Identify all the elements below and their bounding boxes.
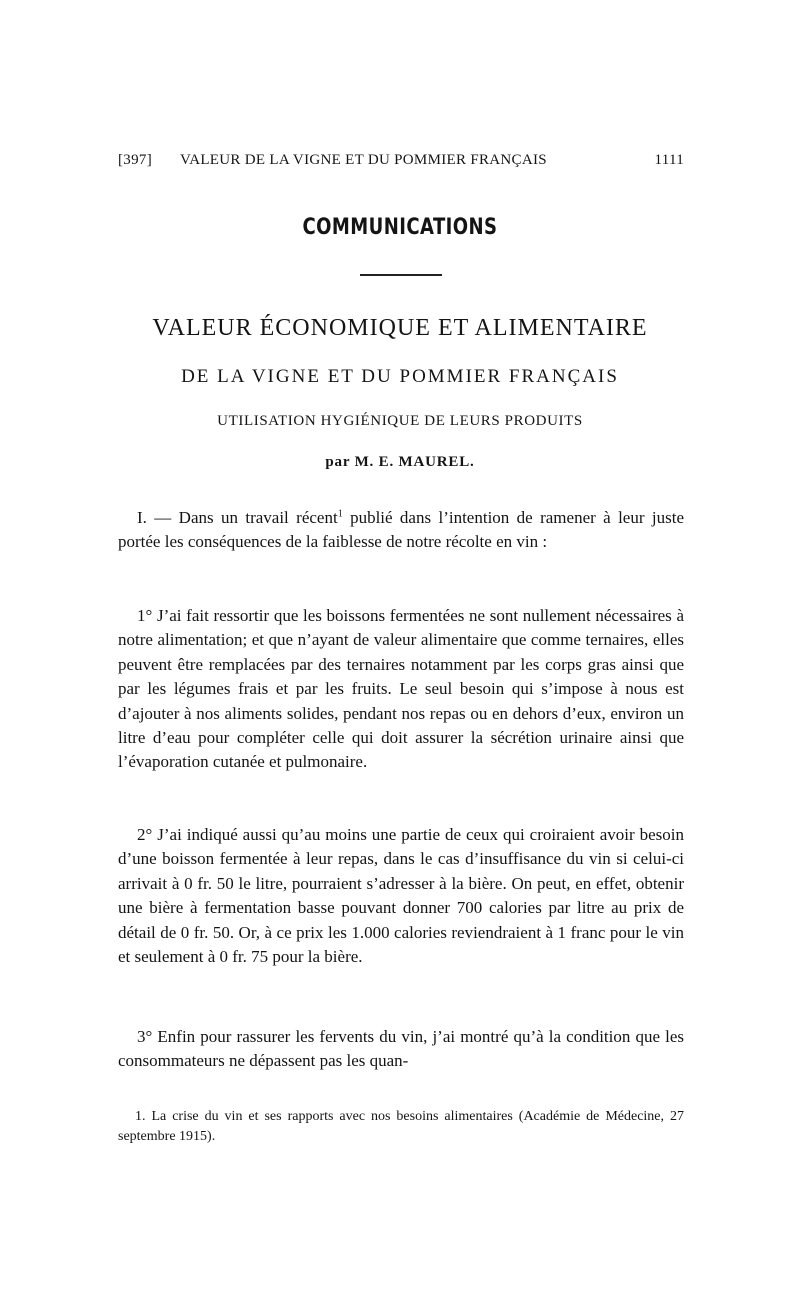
paragraph-intro-end: publié dans l’intention de ramener à leur juste portée les conséquences de la faiblesse de notre récolte en vin : [118, 508, 684, 552]
article-title-line-1: VALEUR ÉCONOMIQUE ET ALIMENTAIRE [152, 315, 648, 341]
page-number: 1111 [654, 152, 684, 168]
title-rule [360, 274, 442, 276]
paragraph-point-3: 3° Enfin pour rassurer les fervents du vin, j’ai montré qu’à la condition que les consommateurs ne dépassent pas les quan- [118, 1027, 684, 1071]
paragraph-intro [118, 506, 684, 555]
author-byline: par M. E. MAUREL. [325, 454, 475, 470]
article-title-line-2: DE LA VIGNE ET DU POMMIER FRANÇAIS [181, 366, 619, 387]
paragraph-point-1: 1° J’ai fait ressortir que les boissons fermentées ne sont nullement nécessaires à notre alimentation; et que n’ayant de valeur alimentaire que comme ternaires, elles peuvent être remplacées par des ternaires notamment par les corps gras ainsi que par les légumes frais et par les fruits. Le seul besoin qui s’impose à nous est d’ajouter à nos aliments solides, pendant nos repas ou en dehors d’eux, environ un litre d’eau pour compléter celle qui doit assurer la sécrétion urinaire ainsi que l’évaporation cutanée et pulmonaire. [118, 606, 684, 772]
article-subtitle: UTILISATION HYGIÉNIQUE DE LEURS PRODUITS [217, 413, 583, 429]
running-head [118, 150, 684, 170]
footnote-marker: 1 [337, 508, 343, 520]
footnote: 1. La crise du vin et ses rapports avec nos besoins alimentaires (Académie de Médecine, 27 septembre 1915). [118, 1109, 684, 1144]
section-number: [397] [118, 152, 152, 168]
running-title: VALEUR DE LA VIGNE ET DU POMMIER FRANÇAIS [180, 152, 547, 168]
paragraph-intro-start: I. — Dans un travail récent [137, 508, 338, 527]
section-title: COMMUNICATIONS [302, 215, 498, 240]
paragraph-point-2: 2° J’ai indiqué aussi qu’au moins une partie de ceux qui croiraient avoir besoin d’une boisson fermentée à leur repas, dans le cas d’insuffisance du vin si celui-ci arrivait à 0 fr. 50 le litre, pourraient s’adresser à la bière. On peut, en effet, obtenir une bière à fermentation basse pouvant donner 700 calories par litre au prix de détail de 0 fr. 50. Or, à ce prix les 1.000 calories reviendraient à 1 franc pour le vin et seulement à 0 fr. 75 pour la bière. [118, 825, 684, 967]
